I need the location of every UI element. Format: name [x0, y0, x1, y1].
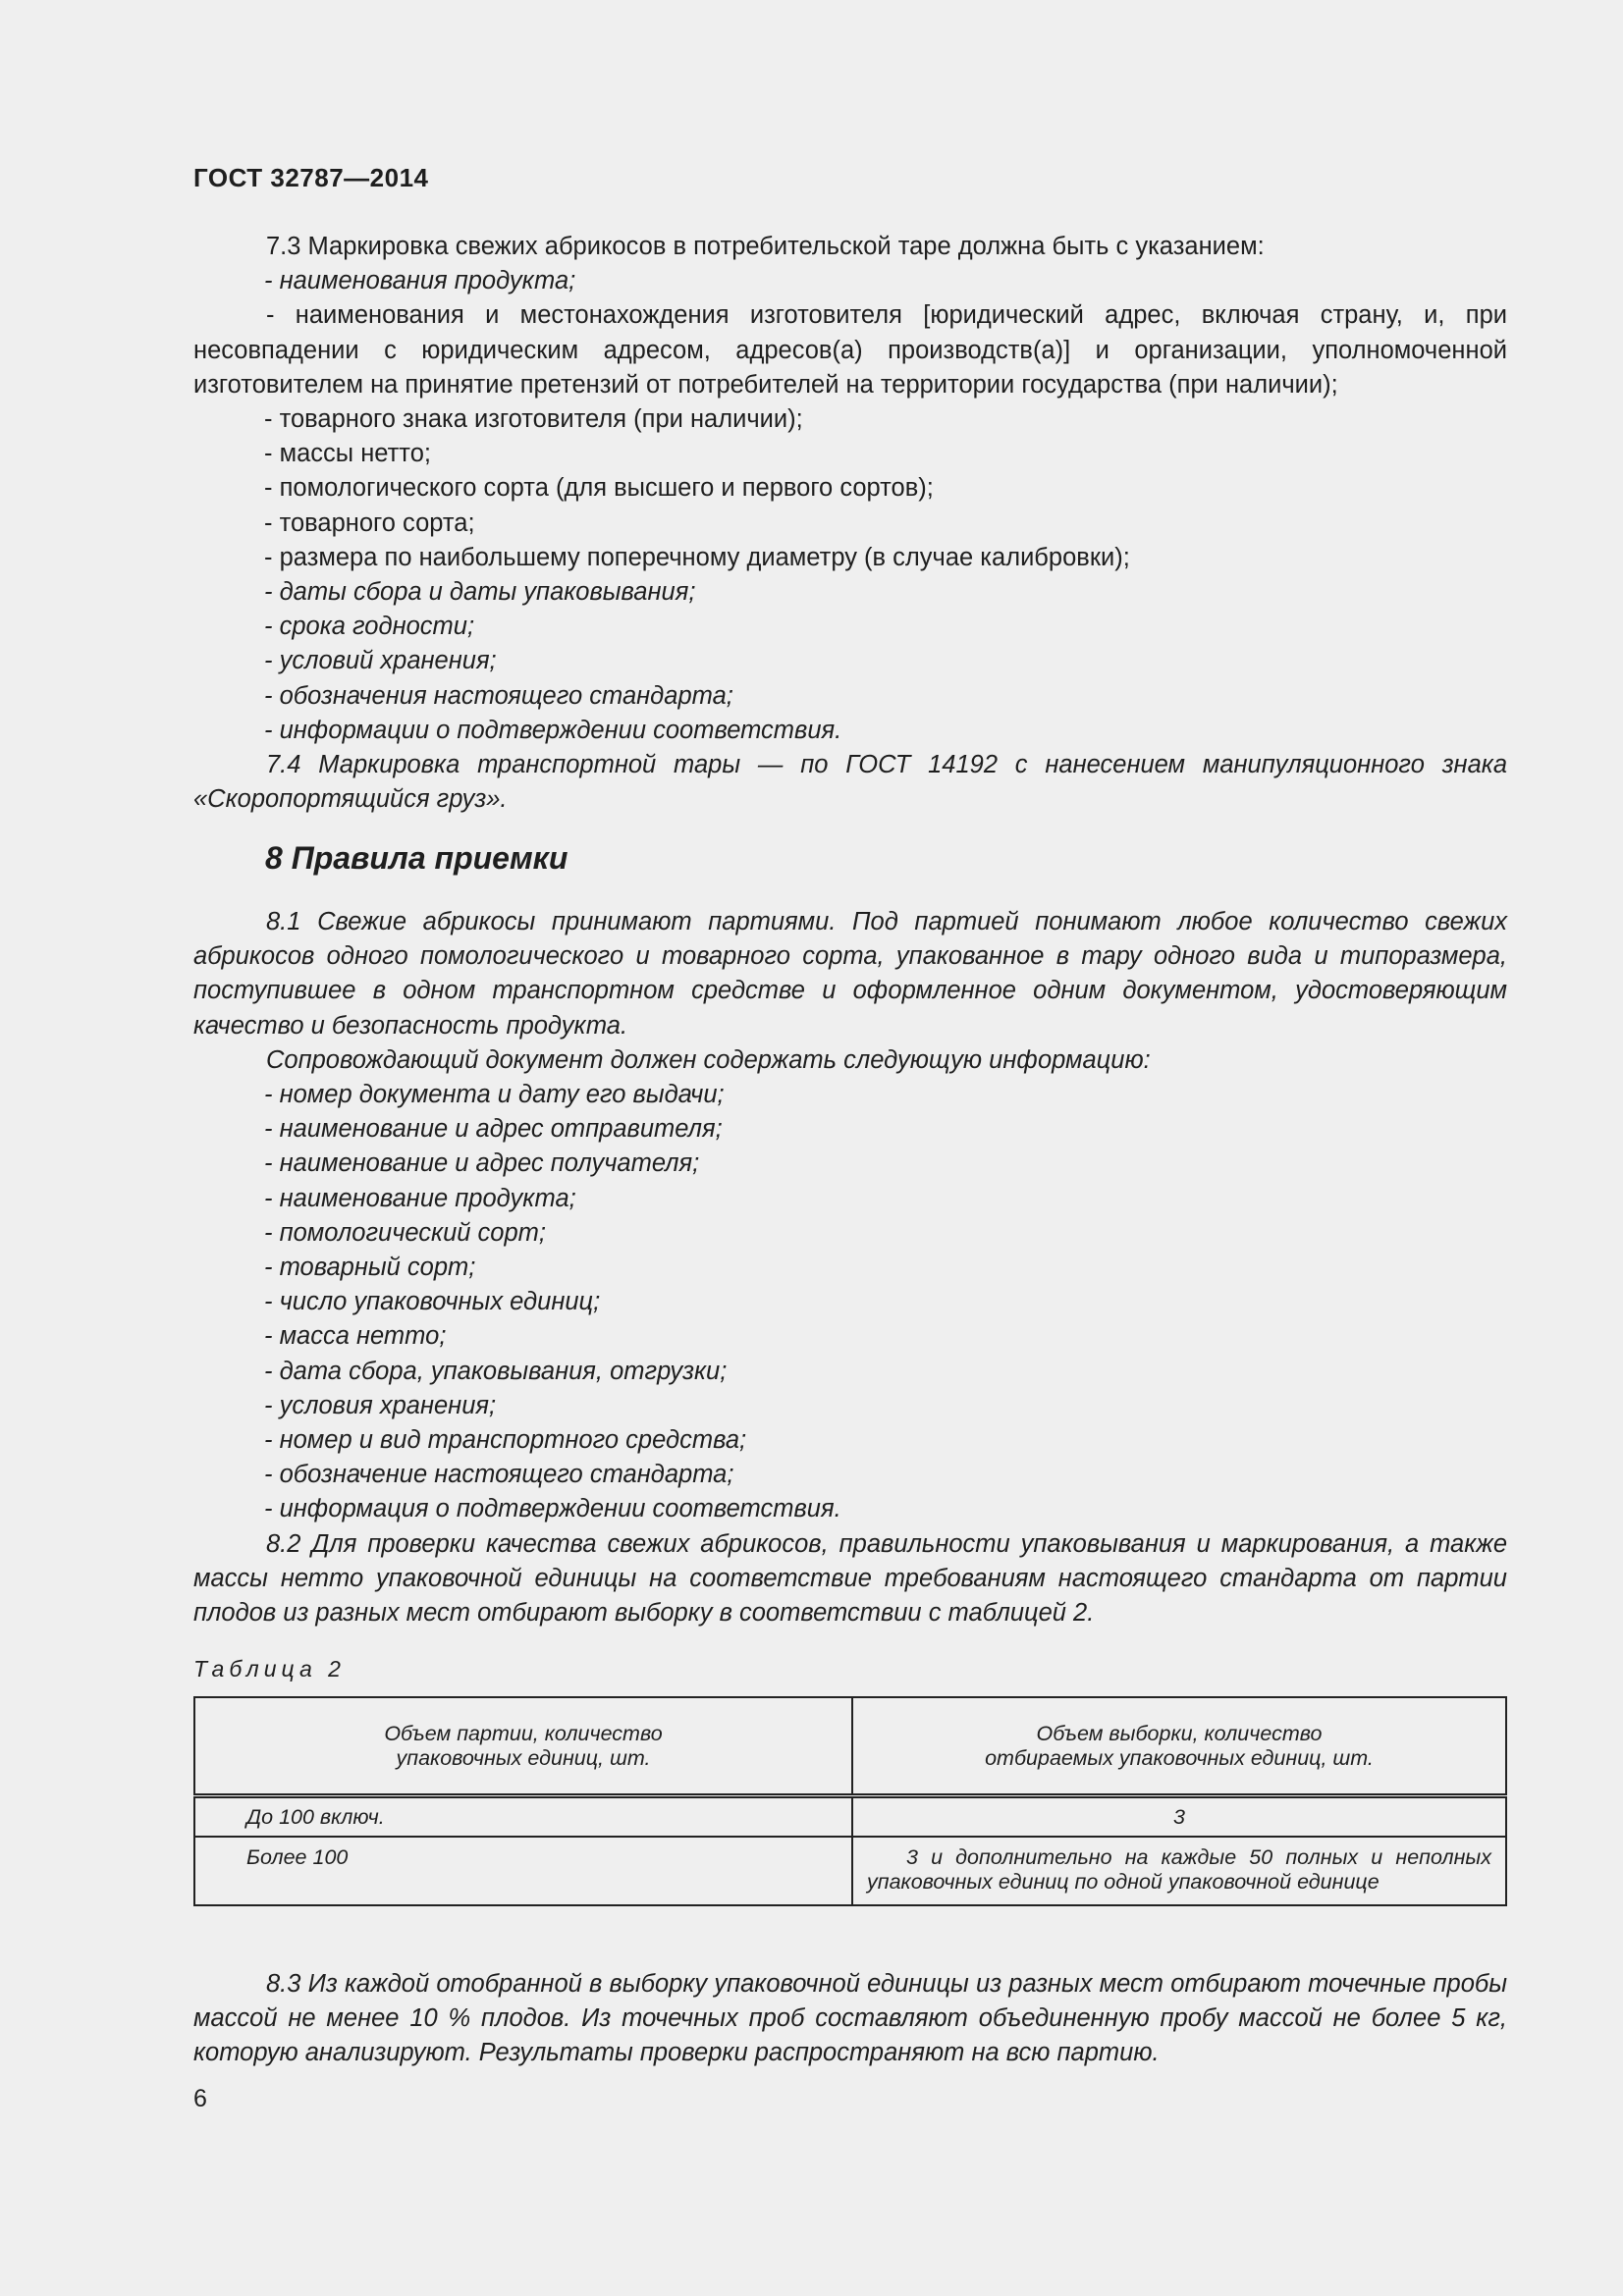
table-header-cell: Объем выборки, количество отбираемых упаковочных единиц, шт. — [852, 1697, 1506, 1796]
list-item: - наименование и адрес отправителя; — [264, 1115, 723, 1144]
table-cell: Более 100 — [194, 1837, 852, 1905]
table-header-row — [194, 1697, 1506, 1796]
paragraph-8-2: 8.2 Для проверки качества свежих абрикосов, правильности упаковывания и маркирования, а также массы нетто упаковочной единицы на соответствие требованиям настоящего стандарта от партии плодов из разных мест отбирают выборку в соответствии с таблицей 2. — [193, 1529, 1507, 1628]
table-row — [194, 1837, 1506, 1905]
list-item: - размера по наибольшему поперечному диаметру (в случае калибровки); — [264, 543, 1130, 571]
paragraph-7-3-intro: 7.3 Маркировка свежих абрикосов в потребительской таре должна быть с указанием: — [266, 233, 1265, 260]
list-item: - обозначение настоящего стандарта; — [264, 1461, 734, 1489]
paragraph-8-3: 8.3 Из каждой отобранной в выборку упаковочной единицы из разных мест отбирают точечные пробы массой не менее 10 % плодов. Из точечных проб составляют объединенную пробу массой не более 5 кг, которую анализируют. Результаты проверки распространяют на всю партию. — [193, 1970, 1507, 2067]
paragraph-8-1: 8.1 Свежие абрикосы принимают партиями. Под партией понимают любое количество свежих абрикосов одного помологического и товарного сорта, упакованное в тару одного вида и типоразмера, поступившее в одном транспортном средстве и оформленное одним документом, удостоверяющим качество и безопасность продукта. — [193, 908, 1507, 1040]
document-intro: Сопровождающий документ должен содержать следующую информацию: — [266, 1045, 1151, 1074]
list-item: - информация о подтверждении соответствия. — [264, 1495, 841, 1523]
paragraph-7-4: 7.4 Маркировка транспортной тары — по ГОСТ 14192 с нанесением манипуляционного знака «Скоропортящийся груз». — [193, 751, 1507, 814]
list-item: - массы нетто; — [264, 440, 431, 468]
section-8-heading: 8 Правила приемки — [265, 840, 568, 876]
list-item: - обозначения настоящего стандарта; — [264, 681, 733, 710]
list-item: - наименование продукта; — [264, 1184, 576, 1212]
list-item: - срока годности; — [264, 613, 475, 641]
list-item: - наименования продукта; — [264, 267, 576, 295]
list-item: - номер и вид транспортного средства; — [264, 1426, 747, 1455]
table-header-cell: Объем партии, количество упаковочных единиц, шт. — [194, 1697, 852, 1796]
list-item: - дата сбора, упаковывания, отгрузки; — [264, 1357, 728, 1385]
list-item: - масса нетто; — [264, 1322, 447, 1351]
list-item: - условий хранения; — [264, 647, 497, 675]
table-cell: 3 — [852, 1796, 1506, 1838]
section-8-3 — [193, 1967, 1507, 2071]
table-row — [194, 1796, 1506, 1838]
section-7-3 — [193, 230, 1507, 817]
list-item: - помологический сорт; — [264, 1218, 546, 1247]
page-number: 6 — [193, 2085, 207, 2112]
table-cell: 3 и дополнительно на каждые 50 полных и неполных упаковочных единиц по одной упаковочной единице — [852, 1837, 1506, 1905]
list-item: - наименование и адрес получателя; — [264, 1149, 700, 1178]
list-item: - товарного знака изготовителя (при наличии); — [264, 405, 803, 434]
list-item: - номер документа и дату его выдачи; — [264, 1081, 725, 1109]
list-item: - товарный сорт; — [264, 1254, 476, 1282]
section-8-body — [193, 905, 1507, 1630]
table-cell: До 100 включ. — [194, 1796, 852, 1838]
list-item: - даты сбора и даты упаковывания; — [264, 578, 696, 607]
list-item: - число упаковочных единиц; — [264, 1288, 601, 1316]
list-item: - товарного сорта; — [264, 508, 475, 537]
document-header: ГОСТ 32787—2014 — [193, 163, 429, 192]
list-item: - наименования и местонахождения изготовителя [юридический адрес, включая страну, и, при несовпадении с юридическим адресом, адресов(а) производств(а)] и организации, уполномоченной изготовителем на принятие претензий от потребителей на территории государства (при наличии); — [193, 301, 1507, 399]
sample-size-table — [193, 1696, 1507, 1906]
list-item: - условия хранения; — [264, 1391, 497, 1419]
list-item: - информации о подтверждении соответствия. — [264, 716, 842, 744]
table-caption: Таблица 2 — [193, 1656, 346, 1682]
list-item: - помологического сорта (для высшего и первого сортов); — [264, 474, 934, 503]
